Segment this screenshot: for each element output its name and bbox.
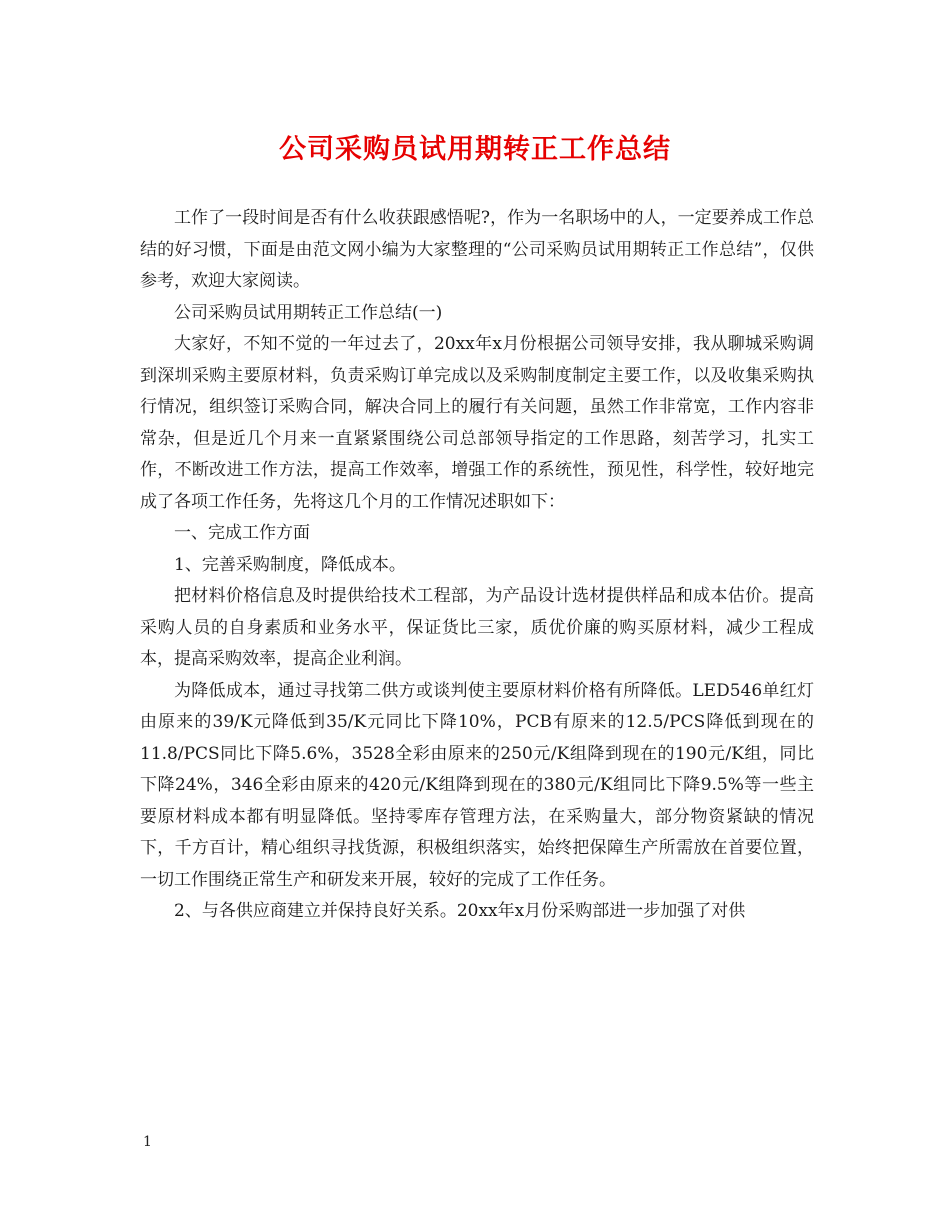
- paragraph-intro: 工作了一段时间是否有什么收获跟感悟呢?，作为一名职场中的人，一定要养成工作总结的好习惯，下面是由范文网小编为大家整理的“公司采购员试用期转正工作总结”，仅供参考，欢迎大家阅读。: [140, 208, 814, 291]
- document-title: 公司采购员试用期转正工作总结: [279, 134, 671, 165]
- page-number: 1: [143, 1134, 152, 1150]
- paragraph-cost-reduction: 为降低成本，通过寻找第二供方或谈判使主要原材料价格有所降低。LED546单红灯由原来的39/K元降低到35/K元同比下降10%，PCB有原来的12.5/PCS降低到现在的11.8/PCS同比下降5.6%，3528全彩由原来的250元/K组降到现在的190元/K组，同比下降24%，346全彩由原来的420元/K组降到现在的380元/K组同比下降9.5%等一些主要原材料成本都有明显降低。坚持零库存管理方法，在采购量大，部分物资紧缺的情况下，千方百计，精心组织寻找货源，积极组织落实，始终把保障生产所需放在首要位置，一切工作围绕正常生产和研发来开展，较好的完成了工作任务。: [140, 680, 814, 890]
- paragraph-item-2: 2、与各供应商建立并保持良好关系。20xx年x月份采购部进一步加强了对供: [174, 901, 746, 921]
- paragraph-overview: 大家好，不知不觉的一年过去了，20xx年x月份根据公司领导安排，我从聊城采购调到深圳采购主要原材料，负责采购订单完成以及采购制度制定主要工作，以及收集采购执行情况，组织签订采购合同，解决合同上的履行有关问题，虽然工作非常宽，工作内容非常杂，但是近几个月来一直紧紧围绕公司总部领导指定的工作思路，刻苦学习，扎实工作，不断改进工作方法，提高工作效率，增强工作的系统性，预见性，科学性，较好地完成了各项工作任务，先将这几个月的工作情况述职如下：: [140, 334, 814, 512]
- paragraph-materials: 把材料价格信息及时提供给技术工程部，为产品设计选材提供样品和成本估价。提高采购人员的自身素质和业务水平，保证货比三家，质优价廉的购买原材料，减少工程成本，提高采购效率，提高企业利润。: [140, 586, 814, 669]
- document-body: [140, 203, 814, 928]
- paragraph-section-heading: 公司采购员试用期转正工作总结(一): [174, 302, 443, 323]
- paragraph-item-1: 1、完善采购制度，降低成本。: [174, 554, 406, 575]
- paragraph-heading-work: 一、完成工作方面: [174, 523, 310, 543]
